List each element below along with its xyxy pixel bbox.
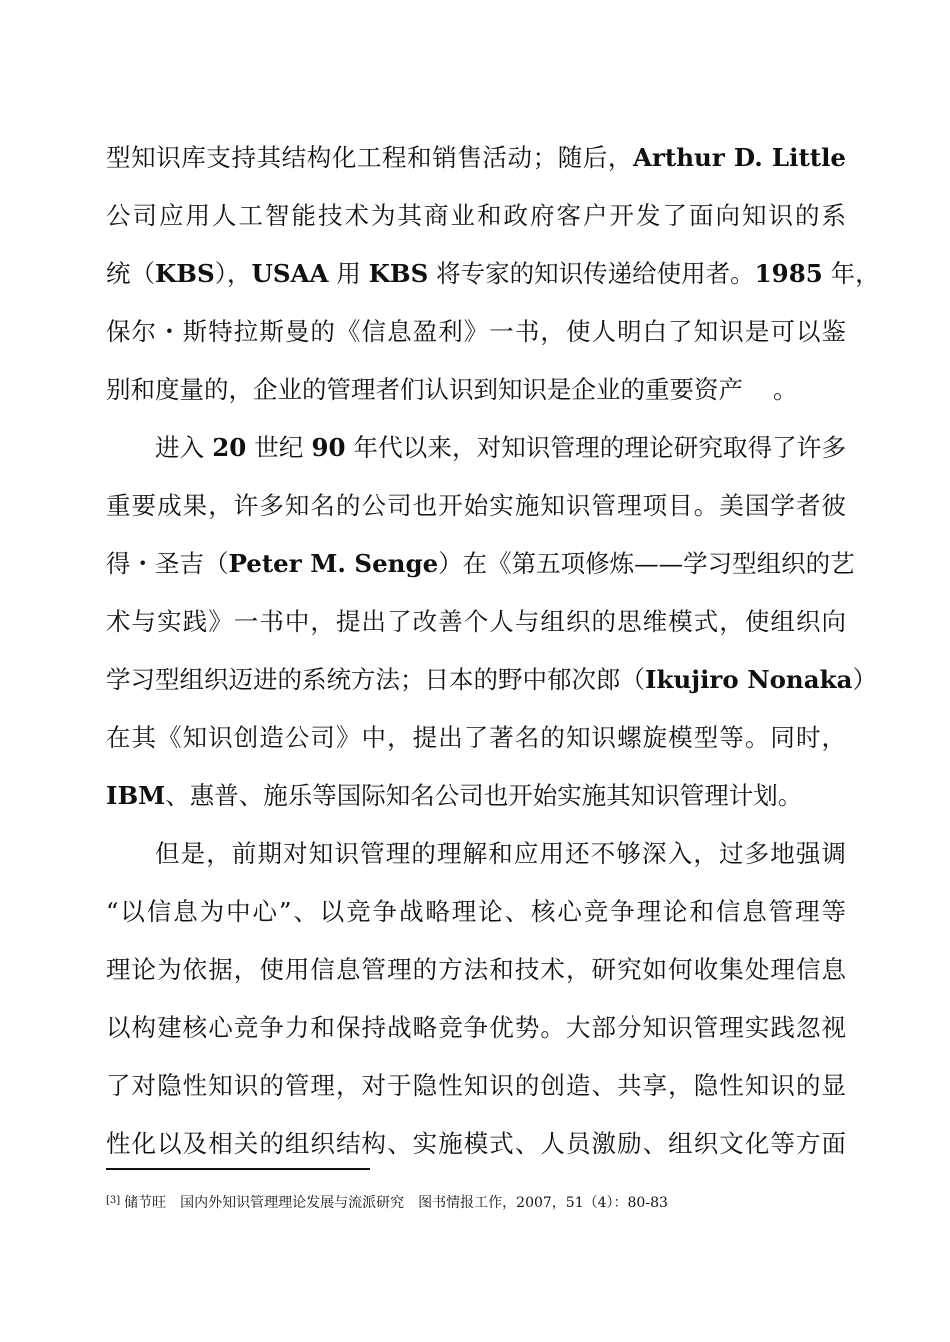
paragraph-line: 别和度量的，企业的管理者们认识到知识是企业的重要资产 。 — [106, 375, 798, 404]
paragraph-line: 学习型组织迈进的系统方法；日本的野中郁次郎（Ikujiro Nonaka） — [106, 665, 877, 694]
footnote — [106, 1192, 668, 1212]
paragraph-line: IBM、惠普、施乐等国际知名公司也开始实施其知识管理计划。 — [106, 781, 803, 810]
paragraph-line: 术与实践》一书中，提出了改善个人与组织的思维模式，使组织向 — [106, 607, 846, 636]
footnote-divider — [106, 1168, 370, 1170]
paragraph-line: 保尔・斯特拉斯曼的《信息盈利》一书，使人明白了知识是可以鉴 — [106, 317, 846, 346]
paragraph-line: 但是，前期对知识管理的理解和应用还不够深入，过多地强调 — [155, 839, 846, 868]
paragraph-line: 性化以及相关的组织结构、实施模式、人员激励、组织文化等方面 — [106, 1129, 846, 1158]
paragraph-line: 得・圣吉（Peter M. Senge）在《第五项修炼——学习型组织的艺 — [106, 549, 855, 578]
paragraph-line: 型知识库支持其结构化工程和销售活动；随后，Arthur D. Little — [106, 143, 846, 172]
paragraph-line: 统（KBS），USAA 用 KBS 将专家的知识传递给使用者。1985 年， — [106, 259, 880, 288]
paragraph-line: 理论为依据，使用信息管理的方法和技术，研究如何收集处理信息 — [106, 955, 846, 984]
paragraph-line: 在其《知识创造公司》中，提出了著名的知识螺旋模型等。同时， — [106, 723, 846, 752]
paragraph-line: 以构建核心竞争力和保持战略竞争优势。大部分知识管理实践忽视 — [106, 1013, 846, 1042]
paragraph-line: 进入 20 世纪 90 年代以来，对知识管理的理论研究取得了许多 — [155, 433, 847, 462]
footnote-text: 储节旺 国内外知识管理理论发展与流派研究 图书情报工作，2007，51（4）：80-83 — [124, 1195, 668, 1211]
paragraph-line: “以信息为中心”、以竞争战略理论、核心竞争理论和信息管理等 — [106, 897, 846, 926]
footnote-marker: [3] — [106, 1195, 121, 1206]
paragraph-line: 了对隐性知识的管理，对于隐性知识的创造、共享，隐性知识的显 — [106, 1071, 846, 1100]
paragraph-line: 重要成果，许多知名的公司也开始实施知识管理项目。美国学者彼 — [106, 491, 846, 520]
paragraph-line: 公司应用人工智能技术为其商业和政府客户开发了面向知识的系 — [106, 201, 846, 230]
